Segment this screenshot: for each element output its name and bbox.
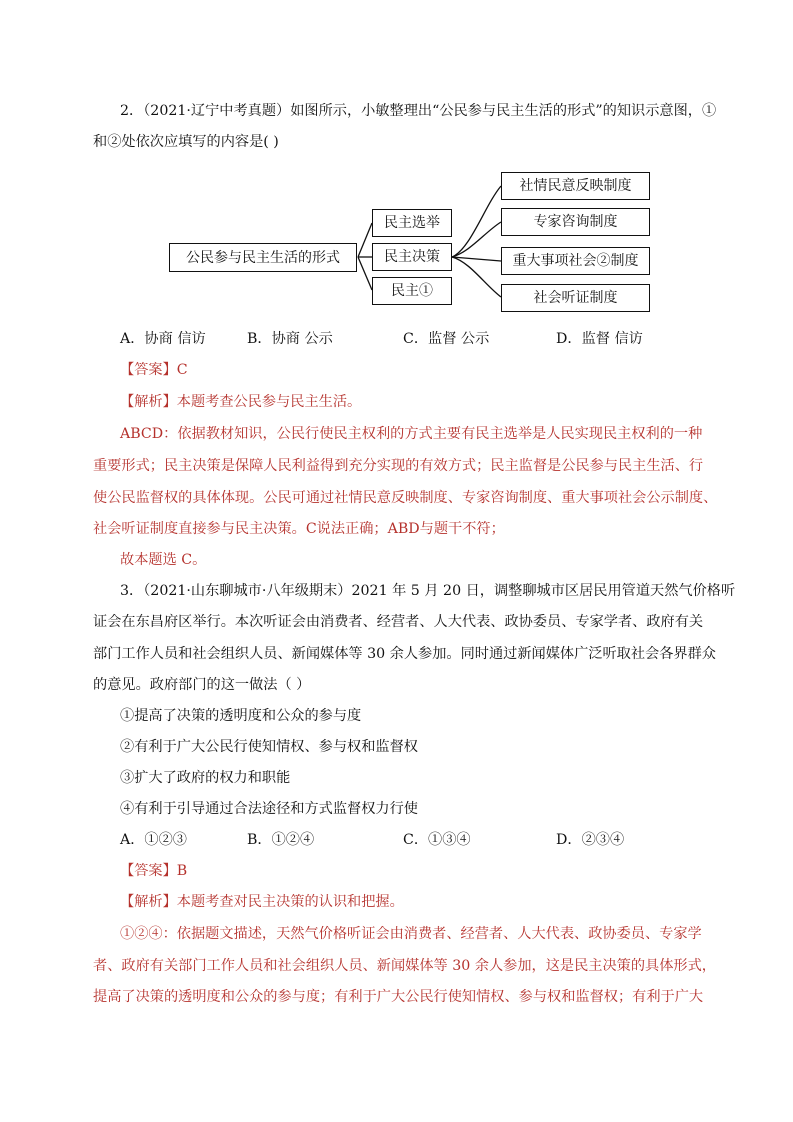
q3-stem-line: 部门工作人员和社会组织人员、新闻媒体等 30 余人参加。同时通过新闻媒体广泛听取社会各界群众	[93, 646, 716, 662]
q2-explain-line: 使公民监督权的具体体现。公民可通过社情民意反映制度、专家咨询制度、重大事项社会公示制度、	[93, 490, 718, 506]
q3-item-4: ④有利于引导通过合法途径和方式监督权力行使	[120, 801, 418, 817]
q2-option-a: A．协商 信访	[120, 331, 206, 347]
q3-option-d: D．②③④	[556, 832, 625, 848]
q2-option-d: D．监督 信访	[556, 331, 643, 347]
diagram-sub-expert: 专家咨询制度	[501, 208, 650, 236]
analysis-text: 本题考查公民参与民主生活。	[176, 394, 362, 410]
q2-explain-line: 社会听证制度直接参与民主决策。C说法正确；ABD与题干不符；	[93, 521, 505, 537]
diagram-sub-opinion: 社情民意反映制度	[501, 172, 650, 200]
q2-stem-line1: 2．（2021·辽宁中考真题）如图所示，小敏整理出“公民参与民主生活的形式”的知识示意图，①	[120, 103, 717, 119]
diagram-sub-blank2: 重大事项社会②制度	[501, 247, 650, 275]
answer-tag: 【答案】	[120, 863, 177, 879]
q2-option-c: C．监督 公示	[403, 331, 490, 347]
q3-item-2: ②有利于广大公民行使知情权、参与权和监督权	[120, 739, 418, 755]
q2-explain-line: 重要形式；民主决策是保障人民利益得到充分实现的有效方式；民主监督是公民参与民主生活、行	[93, 458, 704, 474]
q3-item-3: ③扩大了政府的权力和职能	[120, 770, 291, 786]
diagram-branch-blank1: 民主①	[372, 277, 452, 305]
q3-explain-line: 提高了决策的透明度和公众的参与度；有利于广大公民行使知情权、参与权和监督权；有利于广大	[93, 989, 704, 1005]
q2-option-b: B．协商 公示	[247, 331, 333, 347]
q3-stem-line: 3．（2021·山东聊城市·八年级期末）2021 年 5 月 20 日，调整聊城市区居民用管道天然气价格听	[120, 583, 736, 599]
q2-analysis	[120, 392, 361, 412]
answer-value: B	[176, 863, 188, 879]
q3-option-b: B．①②④	[247, 832, 315, 848]
q2-conclusion: 故本题选 C。	[120, 552, 207, 568]
diagram-branch-election: 民主选举	[372, 209, 452, 237]
q3-stem-line: 的意见。政府部门的这一做法（ ）	[93, 677, 311, 693]
answer-tag: 【答案】	[120, 362, 177, 378]
analysis-tag: 【解析】	[120, 394, 177, 410]
analysis-text: 本题考查对民主决策的认识和把握。	[176, 894, 404, 910]
q3-explain-line: 者、政府有关部门工作人员和社会组织人员、新闻媒体等 30 余人参加，这是民主决策的具体形式，	[93, 958, 716, 974]
answer-value: C	[176, 362, 188, 378]
q3-explain-line: ①②④：依据题文描述，天然气价格听证会由消费者、经营者、人大代表、政协委员、专家学	[120, 926, 702, 942]
diagram-root: 公民参与民主生活的形式	[169, 243, 357, 272]
q3-option-c: C．①③④	[403, 832, 471, 848]
q3-analysis	[120, 892, 404, 912]
diagram-sub-hearing: 社会听证制度	[501, 284, 650, 312]
analysis-tag: 【解析】	[120, 894, 177, 910]
q2-stem-line2: 和②处依次应填写的内容是( )	[93, 134, 279, 150]
q3-item-1: ①提高了决策的透明度和公众的参与度	[120, 708, 362, 724]
q3-option-a: A．①②③	[120, 832, 187, 848]
q3-stem-line: 证会在东昌府区举行。本次听证会由消费者、经营者、人大代表、政协委员、专家学者、政府有关	[93, 614, 704, 630]
q2-answer	[120, 360, 188, 380]
q2-explain-line: ABCD：依据教材知识，公民行使民主权利的方式主要有民主选举是人民实现民主权利的一种	[120, 426, 703, 442]
diagram-branch-decision: 民主决策	[372, 243, 452, 271]
q3-answer	[120, 861, 187, 881]
